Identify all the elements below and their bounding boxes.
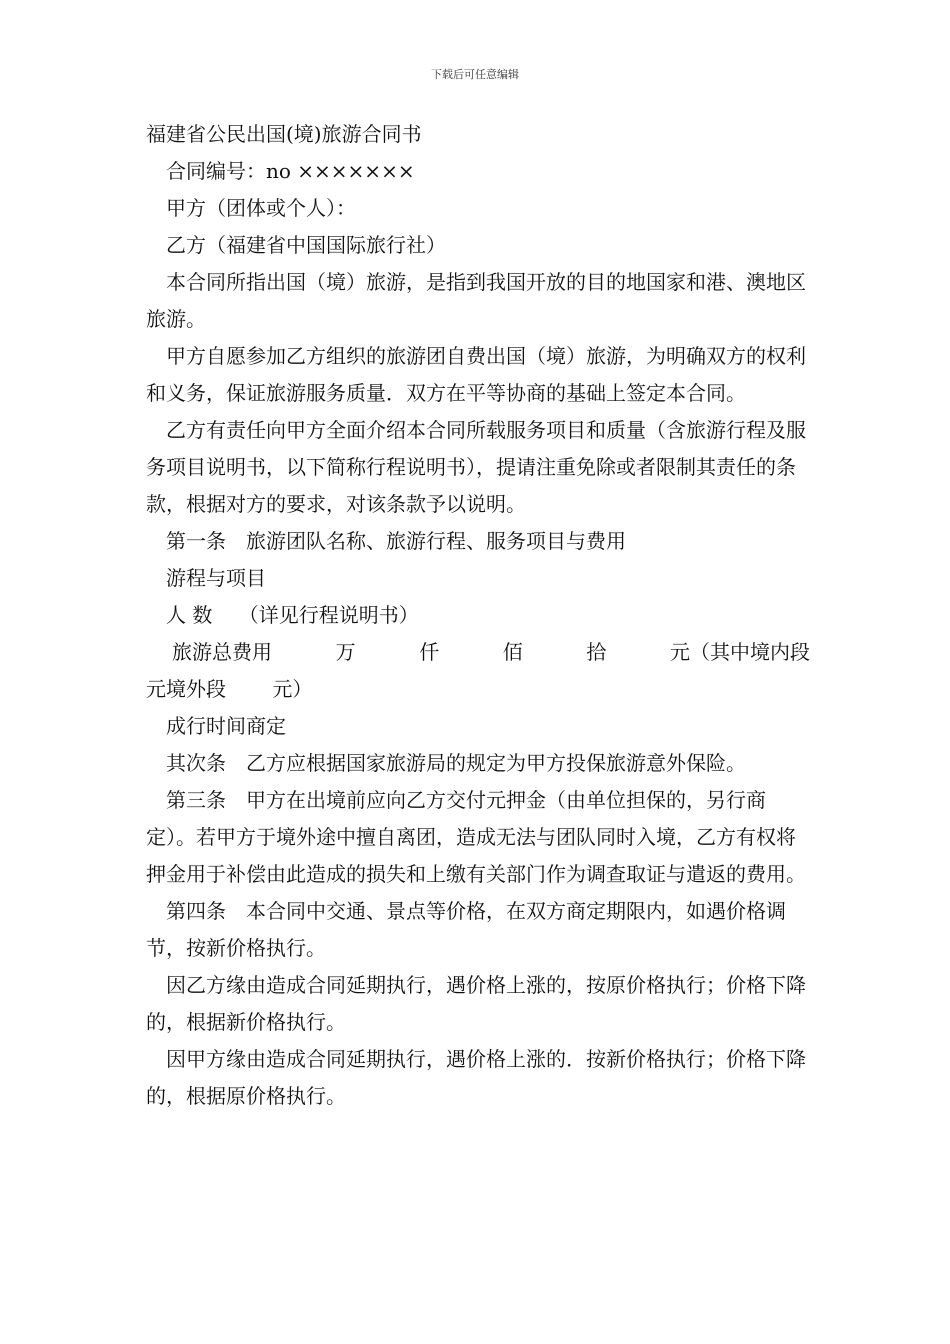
article-3: 第三条 甲方在出境前应向乙方交付元押金（由单位担保的，另行商定）。若甲方于境外途中擅自离团，造成无法与团队同时入境，乙方有权将押金用于补偿由此造成的损失和上缴有关部门作为调查取证与遣返的费用。 [146, 788, 806, 886]
party-b: 乙方（福建省中国国际旅行社） [166, 233, 446, 257]
paragraph-scope: 本合同所指出国（境）旅游，是指到我国开放的目的地国家和港、澳地区旅游。 [146, 270, 806, 331]
page-header: 下载后可任意编辑 [431, 68, 519, 81]
document-title: 福建省公民出国(境)旅游合同书 [146, 122, 422, 146]
departure-time: 成行时间商定 [166, 714, 286, 738]
fee-yuan-domestic: 元（其中境内段 [669, 640, 810, 664]
article-1-heading: 第一条 旅游团队名称、旅游行程、服务项目与费用 [166, 529, 626, 553]
fee-qian: 仟 [419, 640, 440, 664]
fee-bai: 佰 [502, 640, 523, 664]
fee-wan: 万 [335, 640, 356, 664]
article-4-party-b-delay: 因乙方缘由造成合同延期执行，遇价格上涨的，按原价格执行；价格下降的，根据新价格执行。 [146, 973, 806, 1034]
article-4-party-a-delay: 因甲方缘由造成合同延期执行，遇价格上涨的．按新价格执行；价格下降的，根据原价格执行。 [146, 1047, 806, 1108]
paragraph-responsibility: 乙方有责任向甲方全面介绍本合同所载服务项目和质量（含旅游行程及服务项目说明书，以下简称行程说明书），提请注重免除或者限制其责任的条款，根据对方的要求，对该条款予以说明。 [146, 418, 806, 516]
contract-number: 合同编号：no ××××××× [166, 159, 415, 183]
paragraph-purpose: 甲方自愿参加乙方组织的旅游团自费出国（境）旅游，为明确双方的权利和义务，保证旅游服务质量．双方在平等协商的基础上签定本合同。 [146, 344, 806, 405]
party-a: 甲方（团体或个人）： [166, 196, 356, 220]
headcount-line: 人 数 （详见行程说明书） [166, 603, 419, 627]
article-4: 第四条 本合同中交通、景点等价格，在双方商定期限内，如遇价格调节，按新价格执行。 [146, 899, 786, 960]
fee-shi: 拾 [586, 640, 607, 664]
total-fee-line [146, 634, 810, 671]
itinerary-label: 游程与项目 [166, 566, 266, 590]
article-2: 其次条 乙方应根据国家旅游局的规定为甲方投保旅游意外保险。 [166, 751, 746, 775]
contract-body [146, 116, 810, 1115]
fee-line-continuation: 元境外段 元） [146, 677, 313, 701]
fee-label: 旅游总费用 [172, 640, 272, 664]
